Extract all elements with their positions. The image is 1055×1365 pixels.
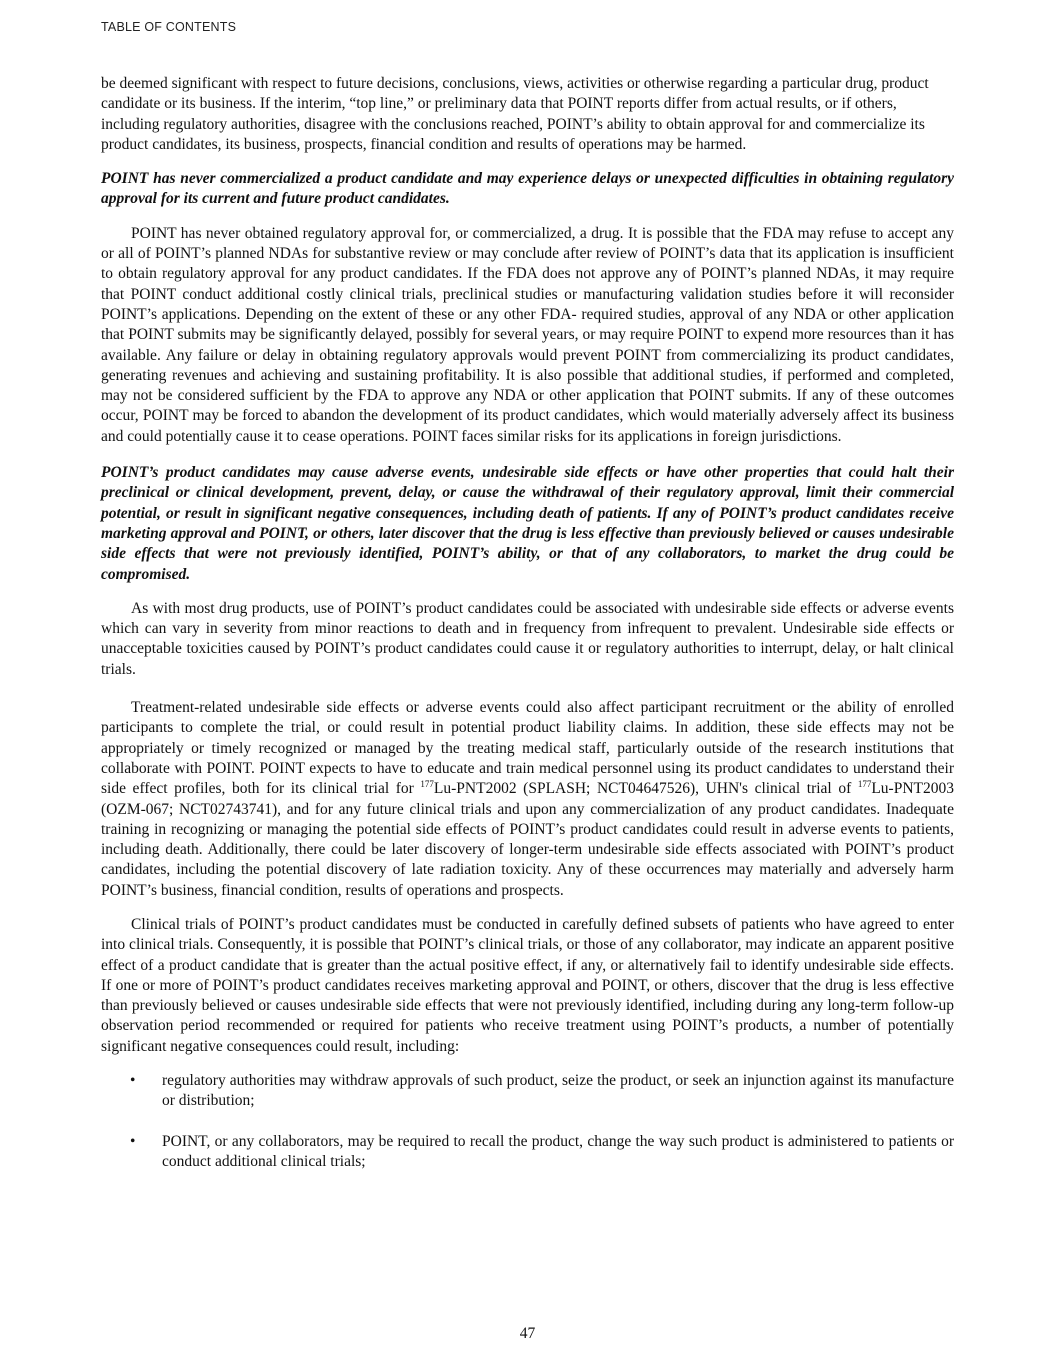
paragraph-text: Lu-PNT2002 (SPLASH; NCT04647526), UHN's clinical trial of <box>433 780 858 798</box>
section-heading-regulatory-approval: POINT has never commercialized a product candidate and may experience delays or unexpected difficulties in obtaining regulatory approval for its current and future product candidates. <box>101 170 954 208</box>
consequences-list <box>101 1071 954 1172</box>
section-heading-adverse-events: POINT’s product candidates may cause adverse events, undesirable side effects or have other properties that could halt their preclinical or clinical development, prevent, delay, or cause the withdrawal of their regulatory approval, limit their commercial potential, or result in significant negative consequences, including death of patients. If any of POINT’s product candidates receive marketing approval and POINT, or others, later discover that the drug is less effective than previously believed or causes undesirable side effects that were not previously identified, POINT’s ability, or that of any collaborators, to market the drug could be compromised. <box>101 464 954 583</box>
paragraph-text: Lu-PNT2003 (OZM-067; NCT02743741), and for any future clinical trials and upon any commercialization of any product candidates. Inadequate training in recognizing or managing the potential side effects of POINT’s product candidates could result in adverse events to patients, including death. Additionally, there could be later discovery of longer-term undesirable side effects associated with POINT’s product candidates, including the potential discovery of late radiation toxicity. Any of these occurrences may materially and adversely harm POINT’s business, financial condition, results of operations and prospects. <box>101 780 954 899</box>
paragraph-side-effects: As with most drug products, use of POINT’s product candidates could be associated with undesirable side effects or adverse events which can vary in severity from minor reactions to death and in frequency from infrequent to prevalent. Undesirable side effects or unacceptable toxicities caused by POINT’s product candidates could cause it or regulatory authorities to interrupt, delay, or halt clinical trials. <box>101 599 954 678</box>
document-body <box>101 74 954 1172</box>
list-item <box>101 1132 954 1173</box>
list-item-text: regulatory authorities may withdraw approvals of such product, seize the product, or seek an injunction against its manufacture or distribution; <box>162 1072 954 1110</box>
paragraph-regulatory-approval: POINT has never obtained regulatory approval for, or commercialized, a drug. It is possible that the FDA may refuse to accept any or all of POINT’s planned NDAs for substantive review or may conclude after review of POINT’s data that its application is insufficient to obtain regulatory approval for any product candidates. If the FDA does not approve any of POINT’s planned NDAs, it may require that POINT conduct additional costly clinical trials, preclinical studies or manufacturing validation studies before it will reconsider POINT’s applications. Depending on the extent of these or any other FDA- required studies, approval of any NDA or other application that POINT submits may be significantly delayed, possibly for several years, or may require POINT to expend more resources than it has available. Any failure or delay in obtaining regulatory approvals would prevent POINT from commercializing its product candidates, generating revenues and achieving and sustaining profitability. It is also possible that additional studies, if performed and completed, may not be considered sufficient by the FDA to approve any NDA or other application that POINT submits. If any of these outcomes occur, POINT may be forced to abandon the development of its product candidates, which would materially adversely affect its business and could potentially cause it to cease operations. POINT faces similar risks for its applications in foreign jurisdictions. <box>101 224 954 445</box>
isotope-superscript: 177 <box>420 779 434 790</box>
paragraph-treatment-related <box>101 698 954 901</box>
bullet-icon: • <box>130 1132 136 1150</box>
isotope-superscript: 177 <box>857 779 872 790</box>
list-item-text: POINT, or any collaborators, may be required to recall the product, change the way such product is administered to patients or conduct additional clinical trials; <box>162 1132 954 1170</box>
page-number: 47 <box>519 1325 536 1342</box>
table-of-contents-link[interactable]: TABLE OF CONTENTS <box>101 20 237 34</box>
bullet-icon: • <box>130 1072 136 1090</box>
paragraph-text: Treatment-related undesirable side effects or adverse events could also affect participant recruitment or the ability of enrolled participants to complete the trial, or could result in potential product liability claims. In addition, these side effects may not be appropriately or timely recognized or managed by the treating medical staff, particularly outside of the research institutions that collaborate with POINT. POINT expects to have to educate and train medical personnel using its product candidates to understand their side effect profiles, both for its clinical trial for <box>101 699 954 798</box>
intro-paragraph: be deemed significant with respect to future decisions, conclusions, views, activities or otherwise regarding a particular drug, product candidate or its business. If the interim, “top line,” or preliminary data that POINT reports differ from actual results, or if others, including regulatory authorities, disagree with the conclusions reached, POINT’s ability to obtain approval for and commercialize its product candidates, its business, prospects, financial condition and results of operations may be harmed. <box>101 75 929 153</box>
list-item <box>101 1071 954 1112</box>
paragraph-clinical-trials: Clinical trials of POINT’s product candidates must be conducted in carefully defined subsets of patients who have agreed to enter into clinical trials. Consequently, it is possible that POINT’s clinical trials, or those of any collaborator, may indicate an apparent positive effect of a product candidate that is greater than the actual positive effect, if any, or alternatively fail to identify undesirable side effects. If one or more of POINT’s product candidates receives marketing approval and POINT, or others, discover that the drug is less effective than previously believed or causes undesirable side effects that were not previously identified, including during any long-term follow-up observation period recommended or required for patients who receive treatment using POINT’s products, a number of potentially significant negative consequences could result, including: <box>101 915 954 1055</box>
